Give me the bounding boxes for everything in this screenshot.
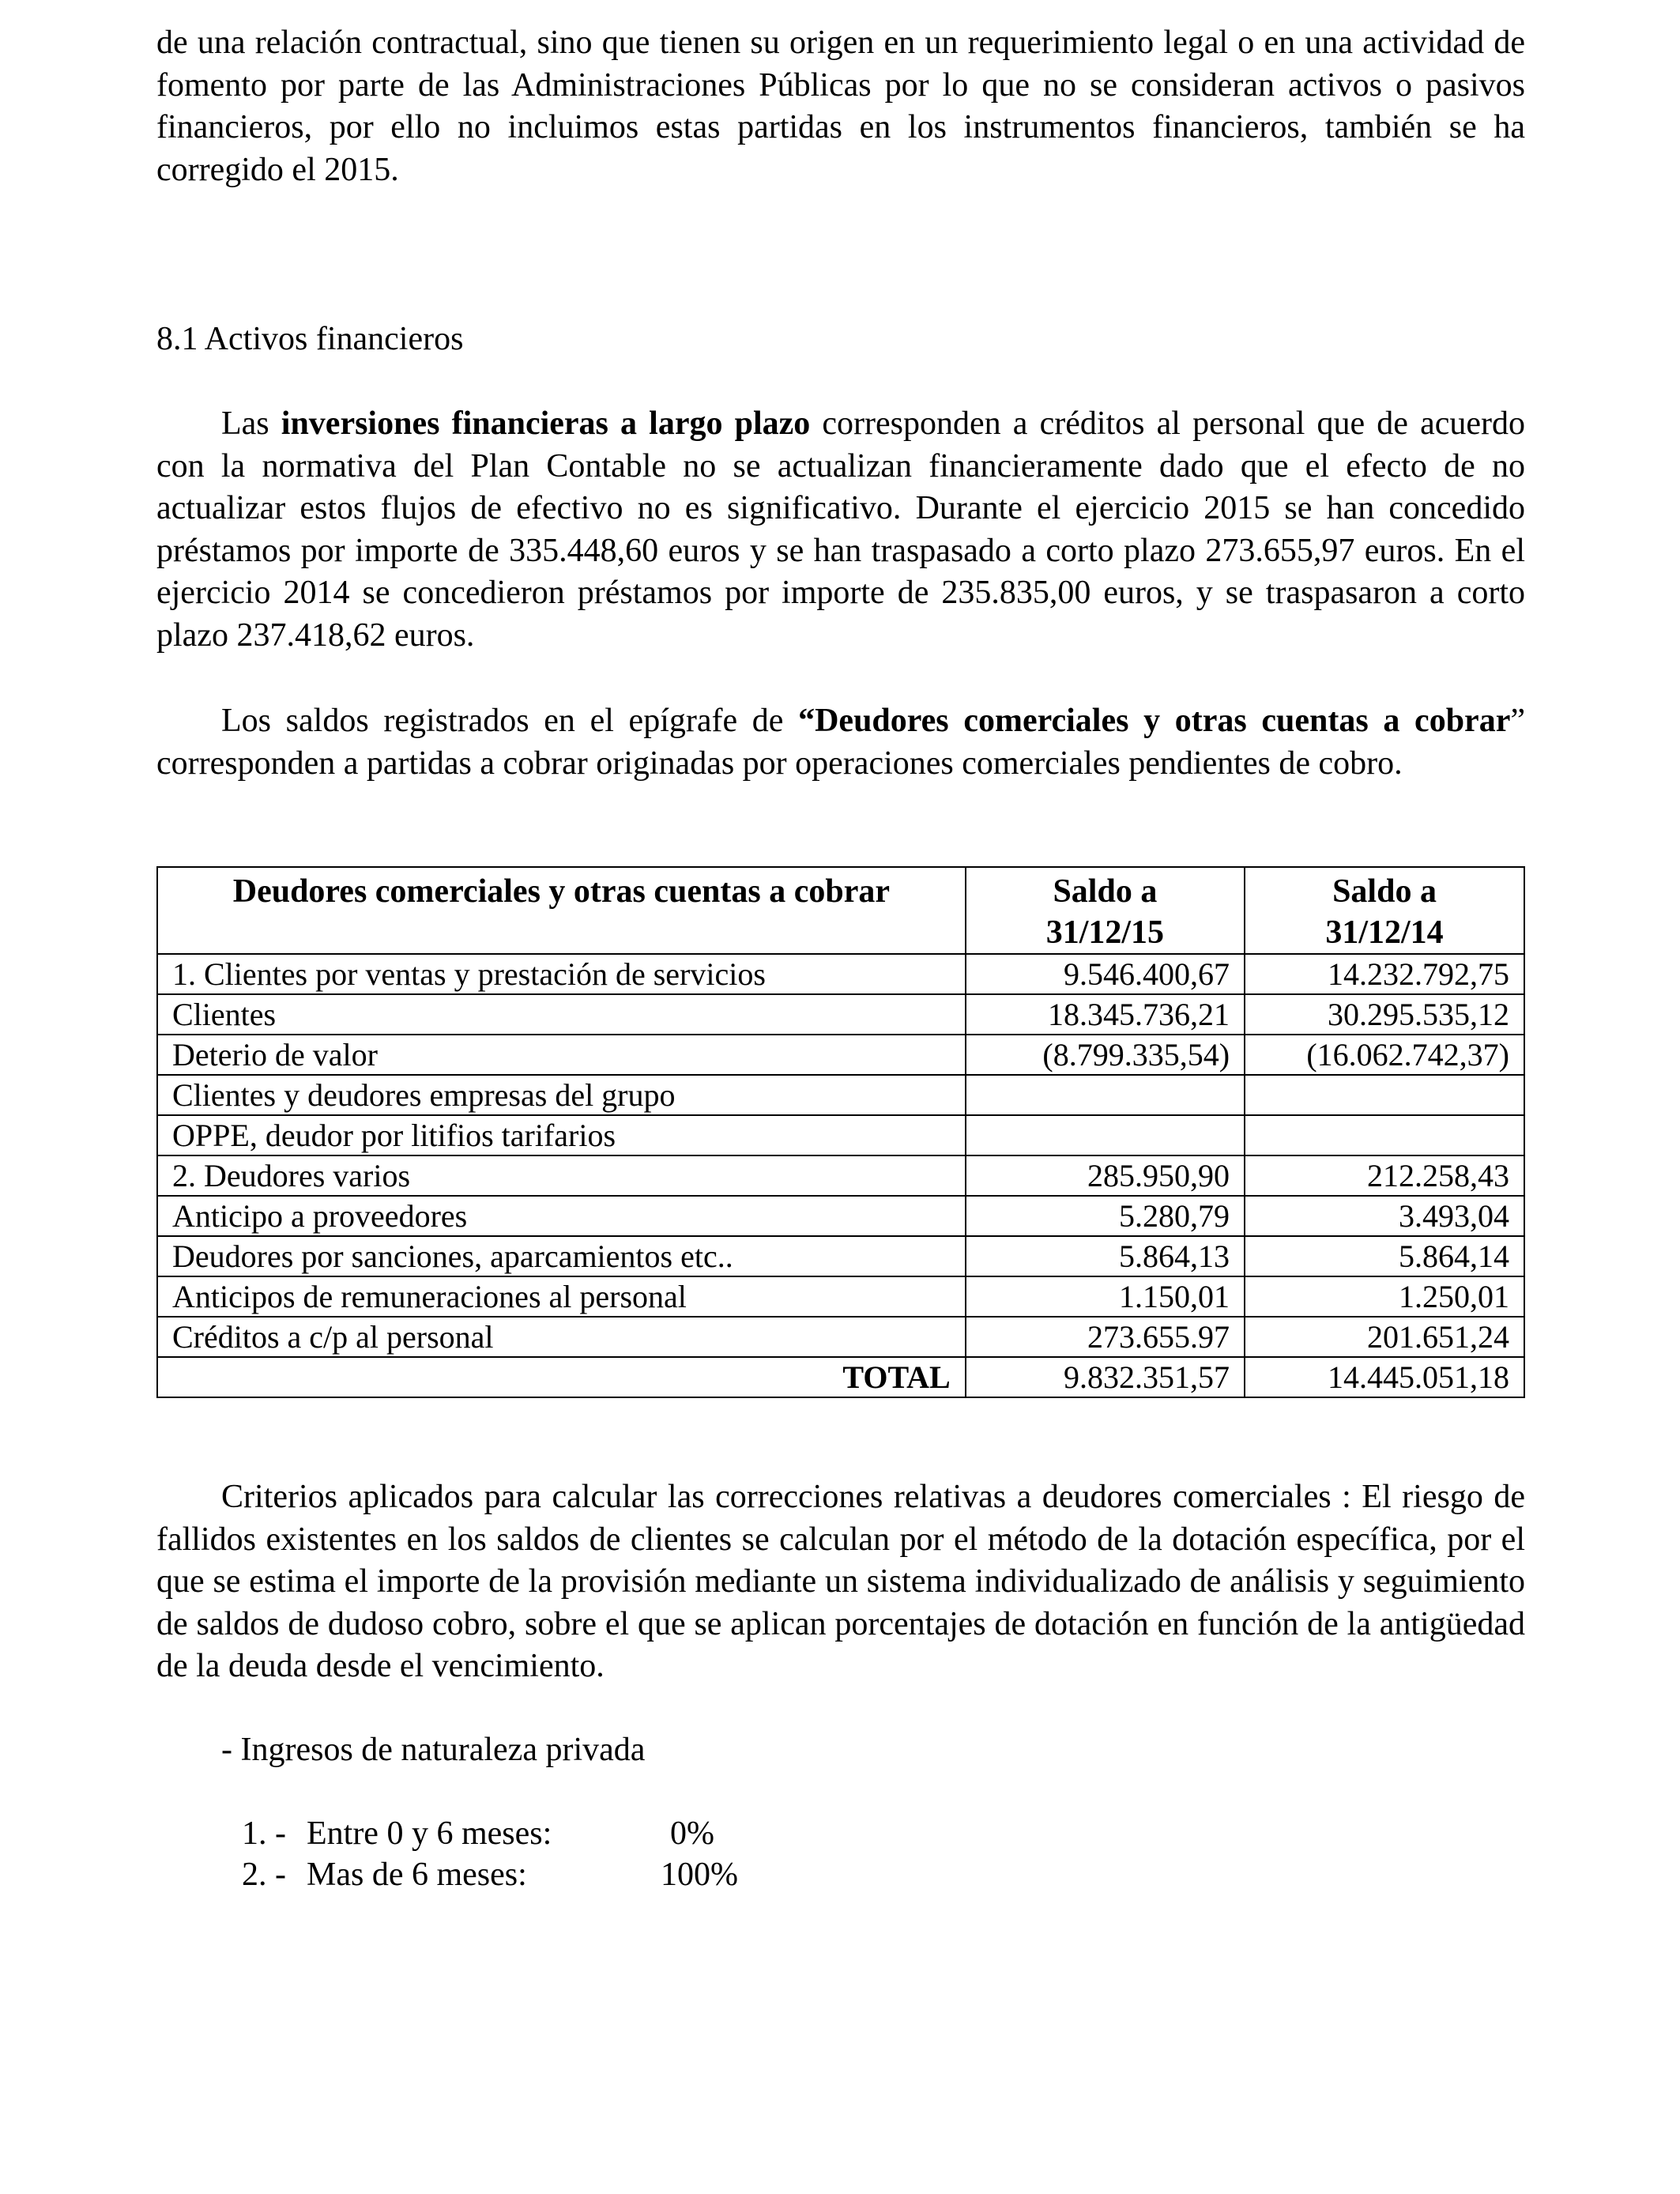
- deudores-table: [156, 866, 1525, 1398]
- list-item-label: Entre 0 y 6 meses:: [307, 1815, 552, 1852]
- table-row: Clientes 18.345.736,21 30.295.535,12: [157, 994, 1524, 1035]
- table-row: Anticipos de remuneraciones al personal 1.150,01 1.250,01: [157, 1276, 1524, 1317]
- table-row: Créditos a c/p al personal 273.655.97 201.651,24: [157, 1317, 1524, 1357]
- table-row: Anticipo a proveedores 5.280,79 3.493,04: [157, 1196, 1524, 1236]
- table-row: 2. Deudores varios 285.950,90 212.258,43: [157, 1155, 1524, 1196]
- inversiones-paragraph: [156, 403, 1525, 657]
- table-row: Deterio de valor (8.799.335,54) (16.062.742,37): [157, 1035, 1524, 1075]
- deudores-paragraph: [156, 700, 1525, 785]
- table-row: Clientes y deudores empresas del grupo: [157, 1075, 1524, 1115]
- table-header-row: [157, 867, 1524, 954]
- list-item-label: Mas de 6 meses:: [307, 1857, 527, 1893]
- header-concept: Deudores comerciales y otras cuentas a cobrar: [157, 867, 966, 954]
- list-item: 1. -: [242, 1815, 286, 1852]
- inversiones-bold: inversiones financieras a largo plazo: [281, 405, 811, 442]
- deudores-rest: ” corresponden a partidas a cobrar originadas por operaciones comerciales pendientes de cobro.: [156, 703, 1525, 782]
- table-row: 1. Clientes por ventas y prestación de servicios 9.546.400,67 14.232.792,75: [157, 954, 1524, 994]
- header-2014: Saldo a 31/12/14: [1245, 867, 1524, 954]
- table-total-row: TOTAL 9.832.351,57 14.445.051,18: [157, 1357, 1524, 1397]
- deudores-bold: “Deudores comerciales y otras cuentas a cobrar: [798, 703, 1511, 739]
- table-row: Deudores por sanciones, aparcamientos etc.. 5.864,13 5.864,14: [157, 1236, 1524, 1276]
- ingresos-heading: - Ingresos de naturaleza privada: [221, 1732, 646, 1768]
- inversiones-prefix: Las: [221, 405, 281, 442]
- criterios-paragraph: Criterios aplicados para calcular las correcciones relativas a deudores comerciales : El riesgo de fallidos existentes en los saldos de clientes se calculan por el método de la dotación específica, por el que se estima el importe de la provisión mediante un sistema individualizado de análisis y seguimiento de saldos de dudoso cobro, sobre el que se aplican porcentajes de dotación en función de la antigüedad de la deuda desde el vencimiento.: [156, 1479, 1525, 1684]
- inversiones-rest: corresponden a créditos al personal que de acuerdo con la normativa del Plan Contable no se actualizan financieramente dado que el efecto de no actualizar estos flujos de efectivo no es significativo. Durante el ejercicio 2015 se han concedido préstamos por importe de 335.448,60 euros y se han traspasado a corto plazo 273.655,97 euros. En el ejercicio 2014 se concedieron préstamos por importe de 235.835,00 euros, y se traspasaron a corto plazo 237.418,62 euros.: [156, 405, 1525, 654]
- table-row: OPPE, deudor por litifios tarifarios: [157, 1115, 1524, 1155]
- list-item-value: 100%: [661, 1857, 738, 1893]
- deudores-prefix: Los saldos registrados en el epígrafe de: [221, 703, 799, 739]
- list-item-value: 0%: [670, 1815, 714, 1852]
- header-2015: Saldo a 31/12/15: [966, 867, 1245, 954]
- list-item: 2. -: [242, 1857, 286, 1893]
- intro-paragraph: de una relación contractual, sino que tienen su origen en un requerimiento legal o en una actividad de fomento por parte de las Administraciones Públicas por lo que no se consideran activos o pasivos financieros, por ello no incluimos estas partidas en los instrumentos financieros, también se ha corregido el 2015.: [156, 25, 1525, 188]
- section-heading: 8.1 Activos financieros: [156, 321, 464, 357]
